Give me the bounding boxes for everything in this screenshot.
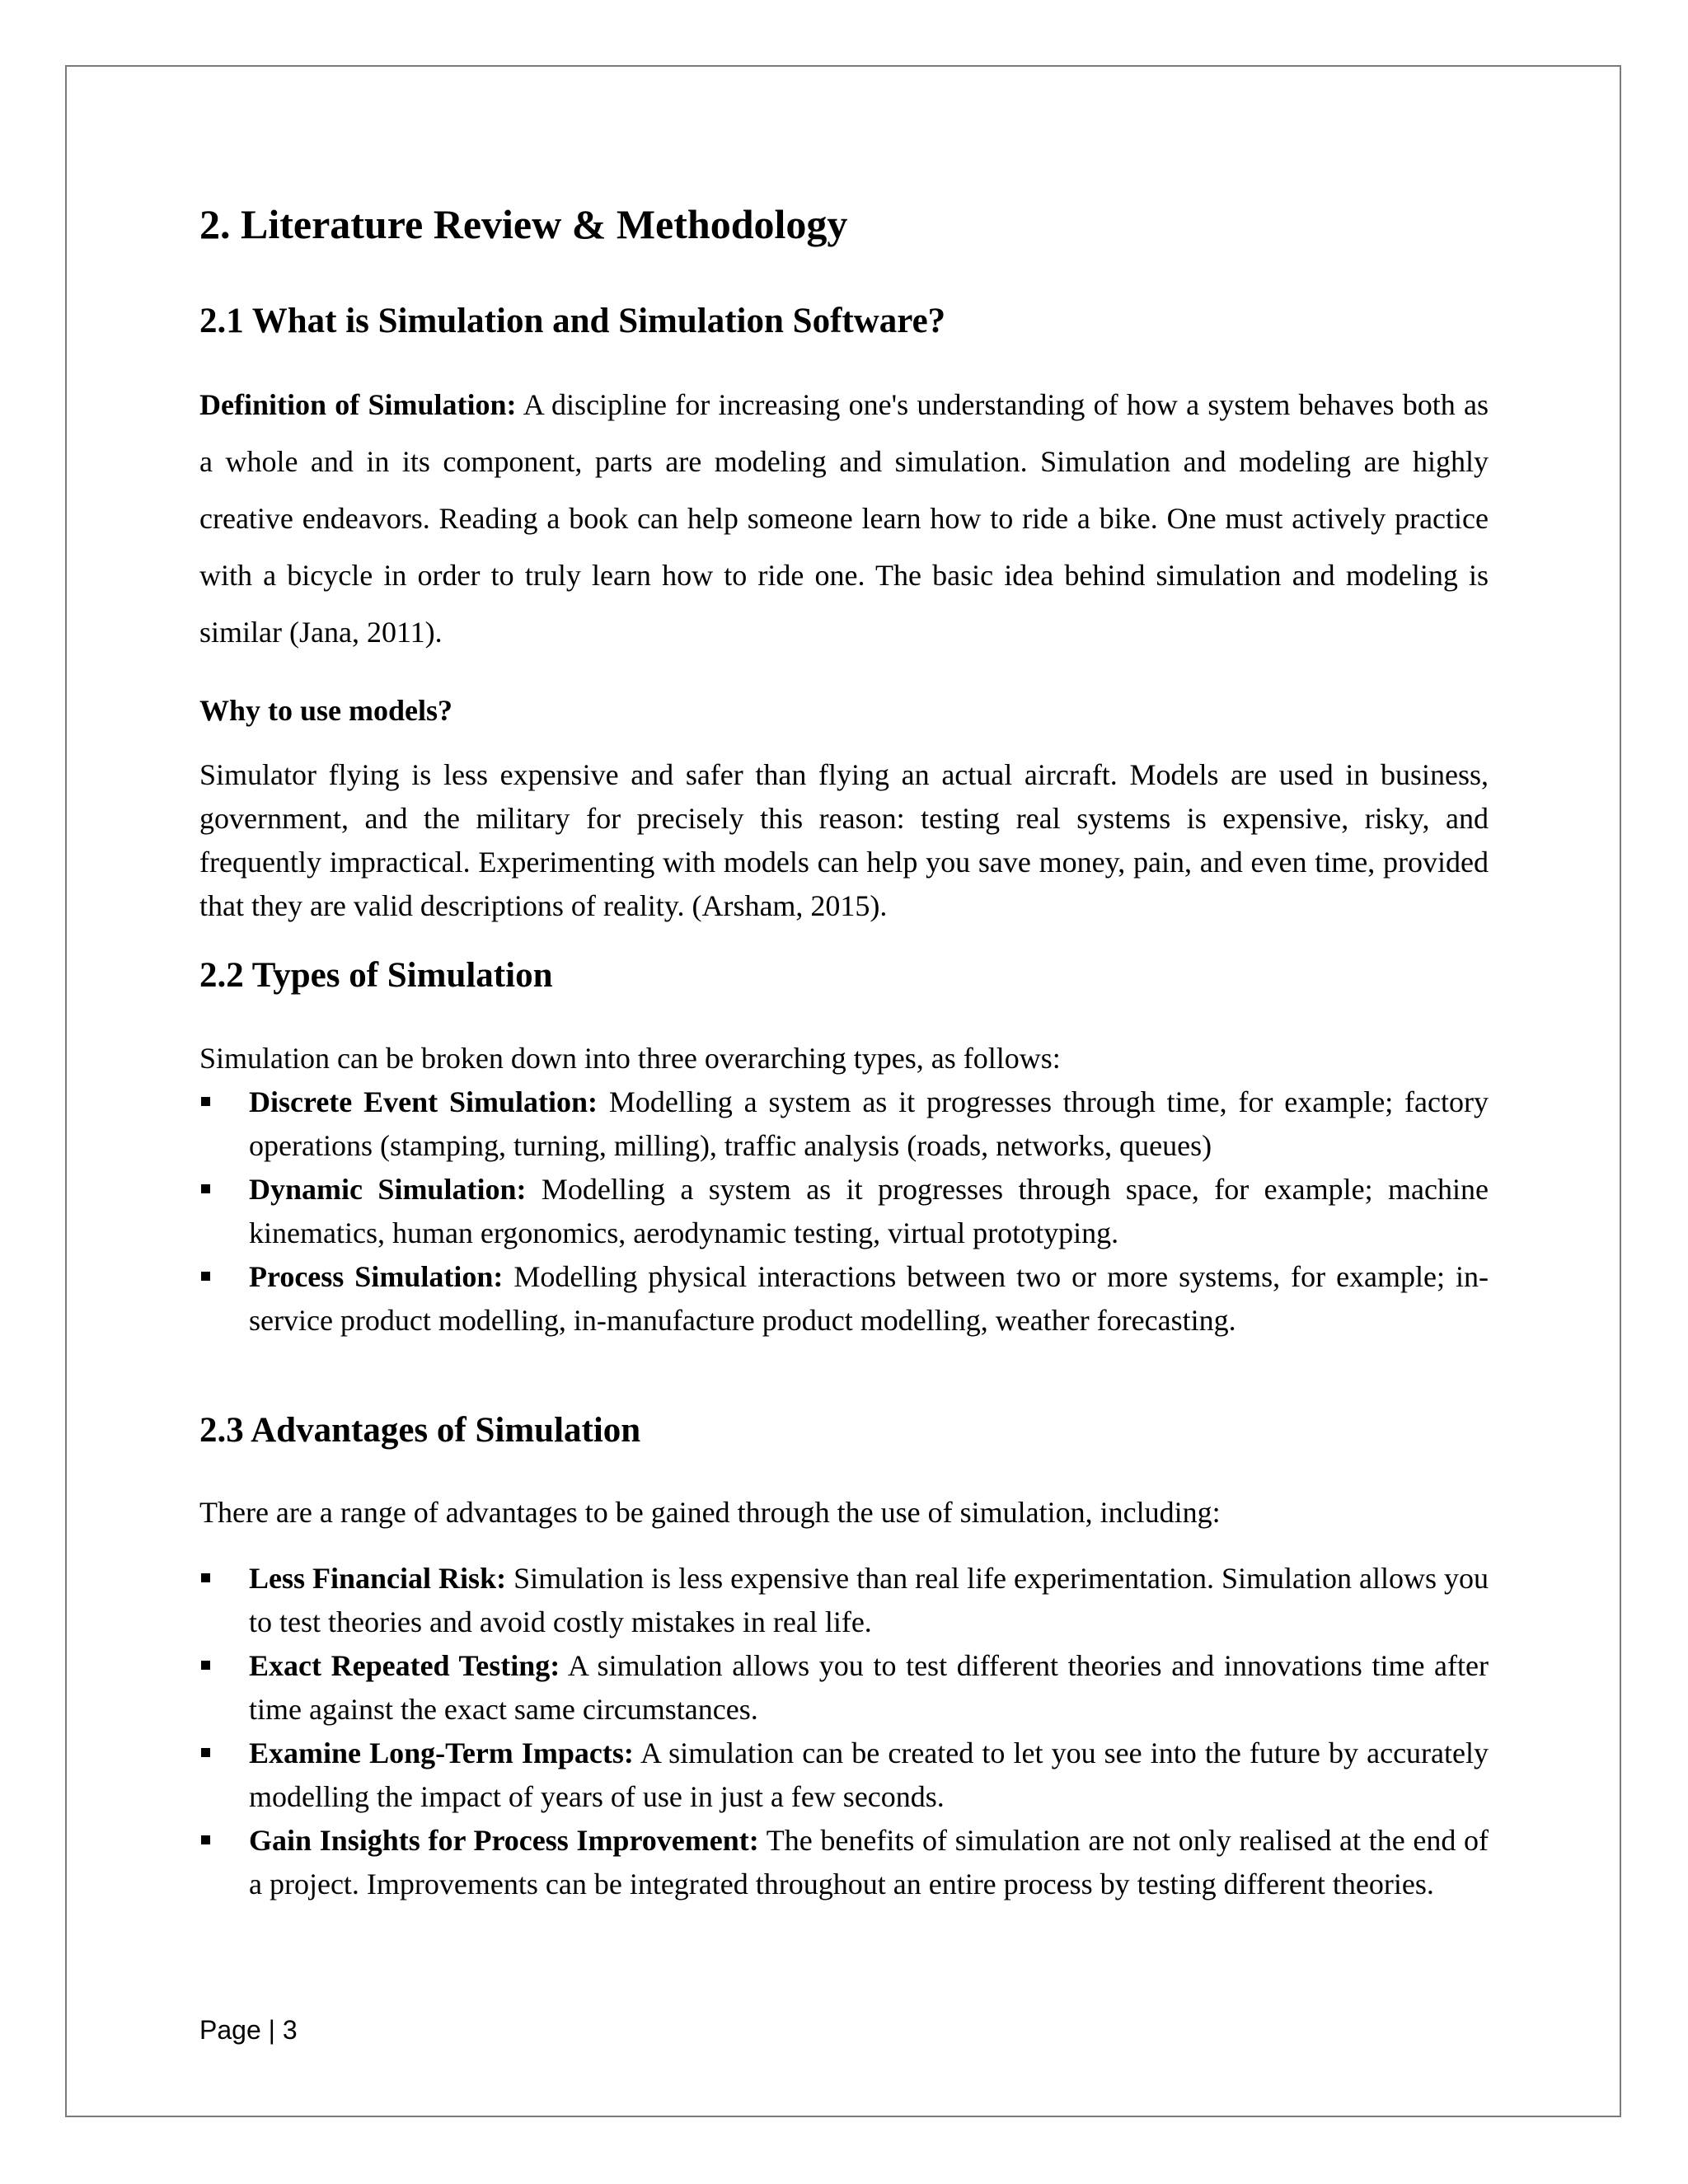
list-item-label: Less Financial Risk: [249,1562,507,1595]
page-number-footer: Page | 3 [199,2015,298,2045]
list-item [199,1168,1489,1255]
square-bullet-icon [201,1272,210,1281]
list-item [199,1080,1489,1168]
definition-text: A discipline for increasing one's understanding of how a system behaves both as a whole and in its component, parts are modeling and simulation. Simulation and modeling are highly creative endeavors. Reading a book can help someone learn how to ride a bike. One must actively practice with a bicycle in order to truly learn how to ride one. The basic idea behind simulation and modeling is similar (Jana, 2011). [199,388,1489,649]
chapter-heading: 2. Literature Review & Methodology [199,201,848,247]
list-item-text: Modelling a system as it progresses through time, for example; factory operations (stamping, turning, milling), traffic analysis (roads, networks, queues) [249,1085,1489,1162]
list-item-label: Dynamic Simulation: [249,1173,527,1206]
advantages-intro: There are a range of advantages to be gained through the use of simulation, including: [199,1496,1221,1529]
types-intro: Simulation can be broken down into three overarching types, as follows: [199,1042,1061,1075]
list-item-text: The benefits of simulation are not only realised at the end of a project. Improvements can be integrated throughout an entire process by testing different theories. [249,1824,1489,1900]
list-item [199,1255,1489,1343]
list-item-text: A simulation can be created to let you see into the future by accurately modelling the impact of years of use in just a few seconds. [249,1736,1489,1813]
section-2-1-heading: 2.1 What is Simulation and Simulation Software? [199,302,946,340]
list-item [199,1819,1489,1906]
list-item-text: Modelling a system as it progresses through space, for example; machine kinematics, human ergonomics, aerodynamic testing, virtual prototyping. [249,1173,1489,1249]
list-item-label: Examine Long-Term Impacts: [249,1736,634,1769]
definition-label: Definition of Simulation: [199,388,517,421]
square-bullet-icon [201,1097,210,1106]
section-2-3-heading: 2.3 Advantages of Simulation [199,1411,641,1450]
list-item-label: Discrete Event Simulation: [249,1085,598,1118]
square-bullet-icon [201,1661,210,1670]
list-item-label: Process Simulation: [249,1260,504,1293]
list-item [199,1732,1489,1819]
list-item-text: Modelling physical interactions between two or more systems, for example; in-service product modelling, in-manufacture product modelling, weather forecasting. [249,1260,1489,1337]
square-bullet-icon [201,1573,210,1582]
list-item-label: Gain Insights for Process Improvement: [249,1824,759,1857]
list-item-text: Simulation is less expensive than real life experimentation. Simulation allows you to test theories and avoid costly mistakes in real life. [249,1562,1489,1638]
section-2-2-heading: 2.2 Types of Simulation [199,956,553,995]
why-models-subheading: Why to use models? [199,694,453,727]
square-bullet-icon [201,1835,210,1844]
models-paragraph: Simulator flying is less expensive and safer than flying an actual aircraft. Models are used in business, government, and the military for precisely this reason: testing real systems is expensive, risky, and frequently impractical. Experimenting with models can help you save money, pain, and even time, provided that they are valid descriptions of reality. (Arsham, 2015). [199,758,1489,922]
square-bullet-icon [201,1748,210,1757]
types-list [199,1080,1489,1343]
list-item [199,1644,1489,1732]
advantages-list [199,1557,1489,1906]
definition-paragraph [199,377,1489,661]
list-item-text: A simulation allows you to test different theories and innovations time after time against the exact same circumstances. [249,1649,1489,1726]
square-bullet-icon [201,1184,210,1193]
list-item-label: Exact Repeated Testing: [249,1649,560,1682]
list-item [199,1557,1489,1644]
